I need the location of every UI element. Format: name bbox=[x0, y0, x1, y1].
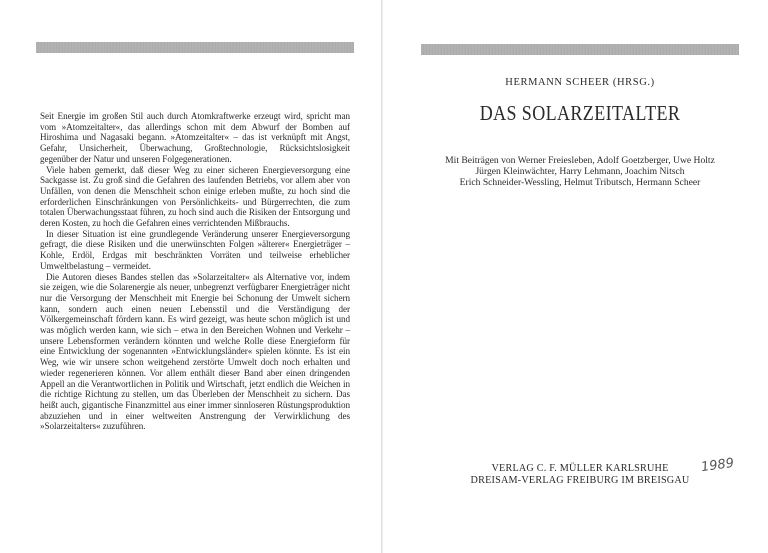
editor-name: HERMANN SCHEER (HRSG.) bbox=[505, 77, 655, 88]
paragraph: Die Autoren dieses Bandes stellen das »Solarzeitalter« als Alternative vor, indem sie zeigen, wie die Solarenergie als neuer, unbegrenzt verfügbarer Energieträger nicht nur die Versorgung der Menschheit mit Energie bei Schonung der Umwelt sichern kann, sondern auch einen neuen Lebensstil und die Verständigung der Völkergemeinschaft fördern kann. Es wird gezeigt, was heute schon möglich ist und was möglich werden kann, wie sich – etwa in den Bereichen Wohnen und Verkehr – unsere Lebensformen verändern könnten und welche Rolle diese Energieform für eine Entwicklung der sogenannten »Entwicklungsländer« spielen könnte. Es ist ein Weg, wie wir unsere schon weitgehend zerstörte Umwelt doch noch erhalten und wieder regenerieren können. Vor allem enthält dieser Band aber einen dringenden Appell an die Verantwortlichen in Politik und Wirtschaft, jetzt endlich die Weichen in die richtige Richtung zu stellen, um das Überleben der Menschheit zu sichern. Das heißt auch, gigantische Finanzmittel aus einer immer sinnloseren Rüstungsproduktion abzuziehen und in einer weltweiten Anstrengung der Verwirklichung des »Solarzeitalters« zuzuführen. bbox=[40, 271, 350, 432]
publisher-line: VERLAG C. F. MÜLLER KARLSRUHE bbox=[491, 463, 669, 474]
contributors-line: Mit Beiträgen von Werner Freiesleben, Adolf Goetzberger, Uwe Holtz bbox=[445, 155, 715, 166]
publisher-line: DREISAM-VERLAG FREIBURG IM BREISGAU bbox=[470, 474, 690, 486]
paragraph: Seit Energie im großen Stil auch durch Atomkraftwerke erzeugt wird, spricht man vom »Atomzeitalter«, das allerdings schon mit dem Abwurf der Bomben auf Hiroshima und Nagasaki begann. »Atomzeitalter« – das ist verknüpft mit Angst, Gefahr, Unsicherheit, Überwachung, Großtechnologie, Rücksichtslosigkeit gegenüber der Natur und unseren Folgegenerationen. bbox=[40, 111, 350, 164]
header-bar bbox=[421, 44, 739, 55]
handwritten-year: 1989 bbox=[700, 455, 735, 476]
publisher bbox=[421, 463, 739, 486]
paragraph: In dieser Situation ist eine grundlegende Veränderung unserer Energieversorgung gefragt, die diese Risiken und die unerwünschten Folgen »älterer« Energieträger – Kohle, Erdöl, Erdgas mit beschränkten Vorräten und teilweise erheblicher Umweltbelastung – vermeidet. bbox=[40, 228, 350, 271]
book-title: DAS SOLARZEITALTER bbox=[479, 101, 681, 125]
title-page bbox=[383, 0, 768, 553]
header-bar bbox=[36, 42, 354, 53]
blurb-text bbox=[40, 111, 350, 432]
contributors-line: Jürgen Kleinwächter, Harry Lehmann, Joachim Nitsch bbox=[475, 166, 685, 177]
paragraph: Viele haben gemerkt, daß dieser Weg zu einer sicheren Energieversorgung eine Sackgasse ist. Zu groß sind die Gefahren des laufenden Betriebs, vor allem aber von Unfällen, von denen die Menschheit schon einige erleben mußte, zu hoch sind die erforderlichen Einschränkungen von Persönlichkeits- und Bürgerrechten, die zum totalen Überwachungsstaat führen, zu hoch sind auch die Risiken der Entsorgung und deren Kosten, zu hoch die Gefahren eines verrichtenden Mißbrauchs. bbox=[40, 164, 350, 229]
left-page bbox=[0, 0, 383, 553]
contributors-line: Erich Schneider-Wessling, Helmut Tributsch, Hermann Scheer bbox=[459, 177, 701, 188]
contributors bbox=[421, 155, 739, 188]
